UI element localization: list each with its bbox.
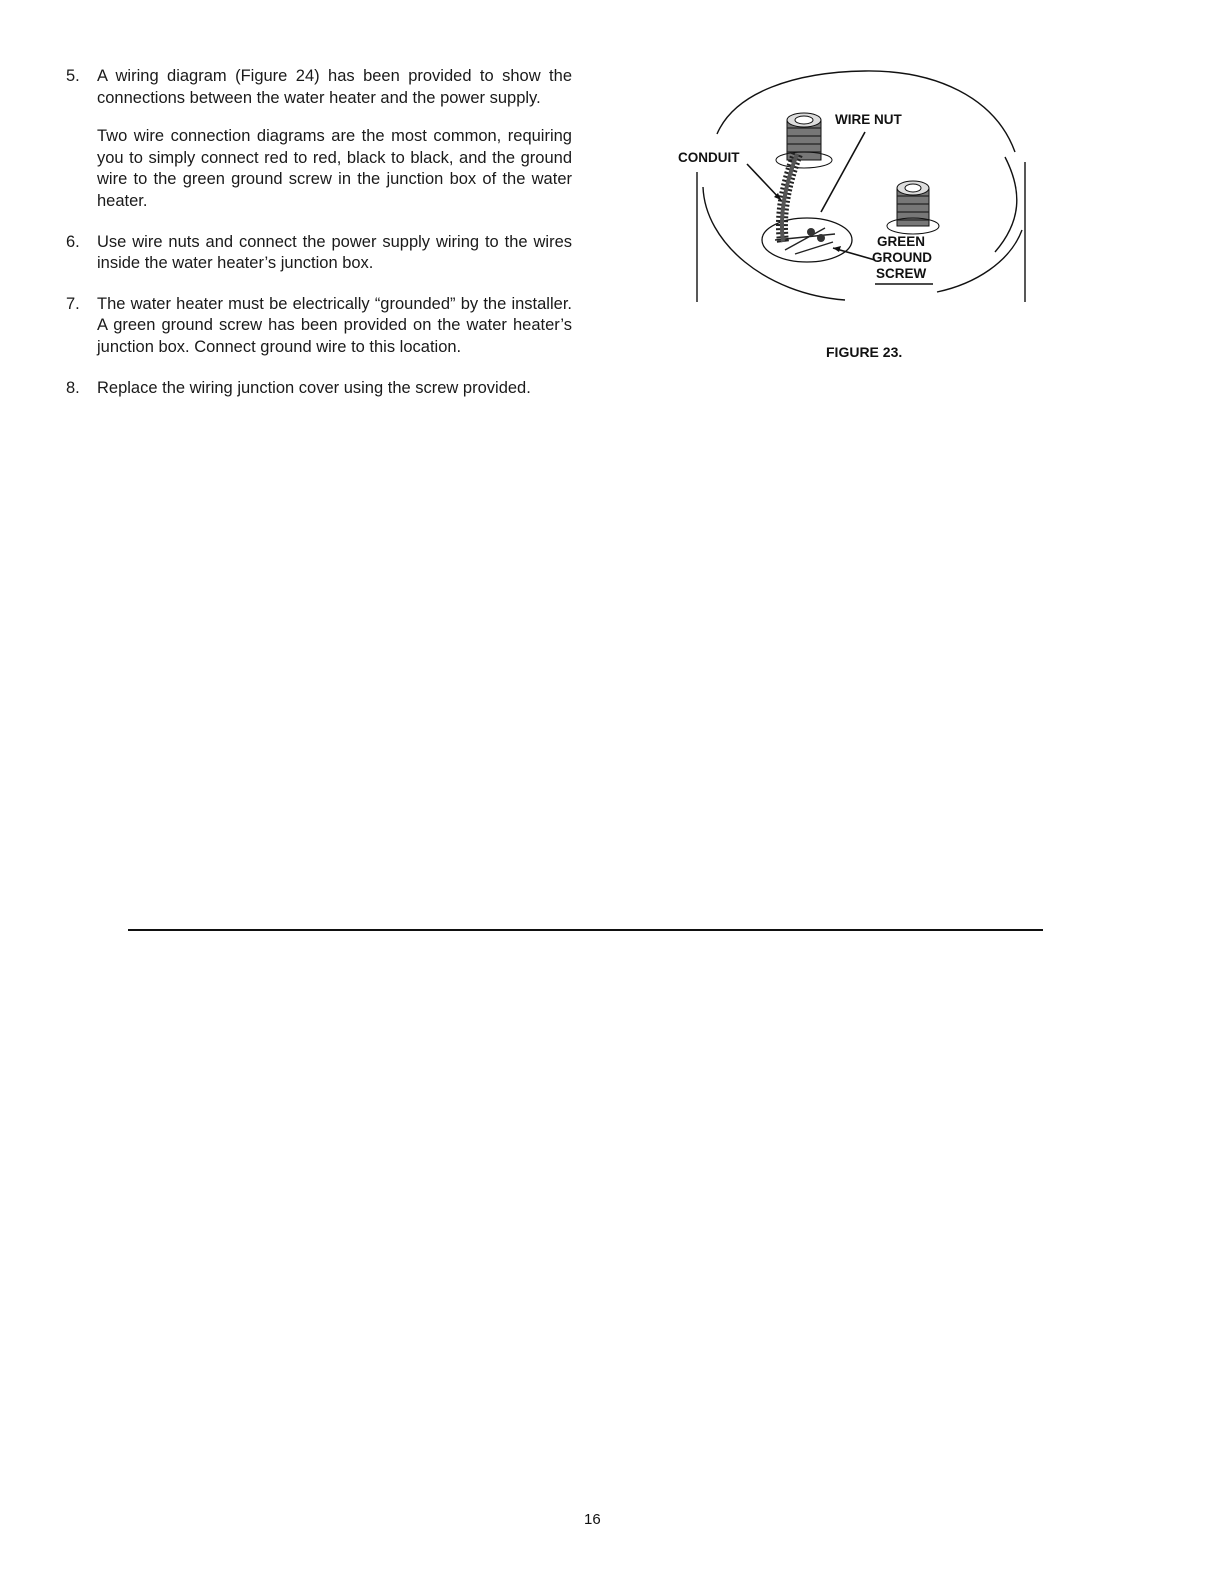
step-5 [66,66,572,213]
section-divider [128,929,1043,931]
water-heater-top-illustration [675,62,1040,310]
conduit-label: CONDUIT [678,150,740,165]
water-heater-figure [675,62,1040,310]
hot-water-nipple [776,113,832,168]
step-6 [66,232,572,275]
cold-water-nipple [887,181,939,234]
step-number: 6. [66,232,80,251]
step-paragraph: A wiring diagram (Figure 24) has been provided to show the connections between the water heater and the power supply. [97,67,572,107]
step-number: 7. [66,294,80,313]
conduit-leader [747,164,781,200]
instruction-list [66,66,572,418]
ground-label: GROUND [872,250,932,265]
green-label: GREEN [877,234,926,249]
step-paragraph: Replace the wiring junction cover using the screw provided. [97,378,531,397]
step-paragraph: Use wire nuts and connect the power supply wiring to the wires inside the water heater’s junction box. [97,232,572,273]
step-8 [66,378,572,400]
figure-caption: FIGURE 23. [826,344,903,360]
step-7 [66,294,572,359]
tank-inner-rim [995,157,1017,252]
wire-nut-leader [821,132,865,212]
step-number: 8. [66,378,80,397]
screw-label: SCREW [876,266,927,281]
step-paragraph: Two wire connection diagrams are the most common, requiring you to simply connect red to red, black to black, and the ground wire to the green ground screw in the junction box of the water heater. [97,127,572,210]
page-number: 16 [584,1511,601,1528]
step-paragraph: The water heater must be electrically “grounded” by the installer. A green ground screw has been provided on the water heater’s junction box. Connect ground wire to this location. [97,294,572,356]
junction-box [762,218,852,262]
tank-right-rim [937,230,1022,292]
step-number: 5. [66,67,80,85]
wire-nut-label: WIRE NUT [835,112,902,127]
